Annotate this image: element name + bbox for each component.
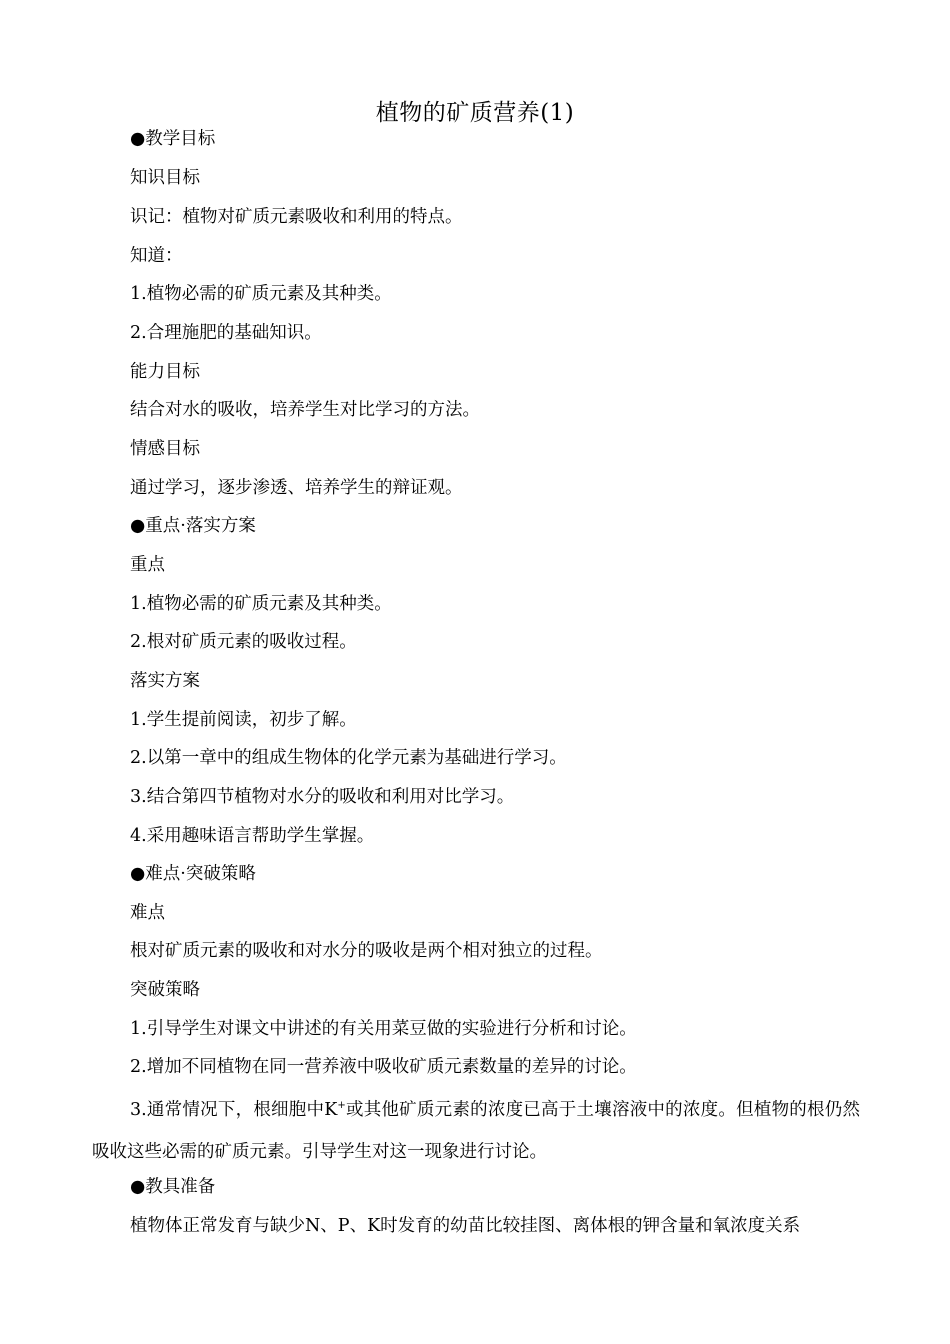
section-heading-key-points: ●重点·落实方案 (130, 516, 256, 536)
list-item: 2.以第一章中的组成生物体的化学元素为基础进行学习。 (130, 748, 567, 768)
subheading-implementation: 落实方案 (130, 671, 200, 691)
subheading-key-points: 重点 (130, 555, 165, 575)
list-item: 1.植物必需的矿质元素及其种类。 (130, 284, 392, 304)
list-item: 2.增加不同植物在同一营养液中吸收矿质元素数量的差异的讨论。 (130, 1057, 637, 1077)
para3-text-after: 或其他矿质元素的浓度已高于土壤溶液中的浓度。但植物的根仍然吸收这些必需的矿质元素。引导学生对这一现象进行讨论。 (92, 1099, 860, 1162)
text-line-teaching-tools: 植物体正常发育与缺少N、P、K时发育的幼苗比较挂图、离体根的钾含量和氧浓度关系 (130, 1216, 801, 1236)
list-item: 4.采用趣味语言帮助学生掌握。 (130, 826, 375, 846)
section-heading-teaching-goals: ●教学目标 (130, 129, 216, 149)
document-title: 植物的矿质营养(1) (375, 100, 575, 126)
list-item: 2.根对矿质元素的吸收过程。 (130, 632, 357, 652)
subheading-difficulties: 难点 (130, 903, 165, 923)
list-item: 1.植物必需的矿质元素及其种类。 (130, 594, 392, 614)
list-item: 3.结合第四节植物对水分的吸收和利用对比学习。 (130, 787, 515, 807)
subheading-emotion-goals: 情感目标 (130, 439, 200, 459)
para3-text-before: 3.通常情况下，根细胞中K (130, 1099, 338, 1120)
subheading-strategies: 突破策略 (130, 980, 200, 1000)
text-line: 通过学习，逐步渗透、培养学生的辩证观。 (130, 478, 463, 498)
text-line: 知道： (130, 246, 183, 266)
paragraph-strategy-3 (92, 1085, 860, 1173)
para3-superscript: + (337, 1100, 346, 1111)
list-item: 1.引导学生对课文中讲述的有关用菜豆做的实验进行分析和讨论。 (130, 1019, 637, 1039)
text-line: 根对矿质元素的吸收和对水分的吸收是两个相对独立的过程。 (130, 941, 603, 961)
text-line: 识记：植物对矿质元素吸收和利用的特点。 (130, 207, 463, 227)
subheading-ability-goals: 能力目标 (130, 362, 200, 382)
text-line: 结合对水的吸收，培养学生对比学习的方法。 (130, 400, 480, 420)
list-item: 2.合理施肥的基础知识。 (130, 323, 322, 343)
section-heading-teaching-tools: ●教具准备 (130, 1177, 216, 1197)
subheading-knowledge-goals: 知识目标 (130, 168, 200, 188)
list-item: 1.学生提前阅读，初步了解。 (130, 710, 357, 730)
section-heading-difficulties: ●难点·突破策略 (130, 864, 256, 884)
